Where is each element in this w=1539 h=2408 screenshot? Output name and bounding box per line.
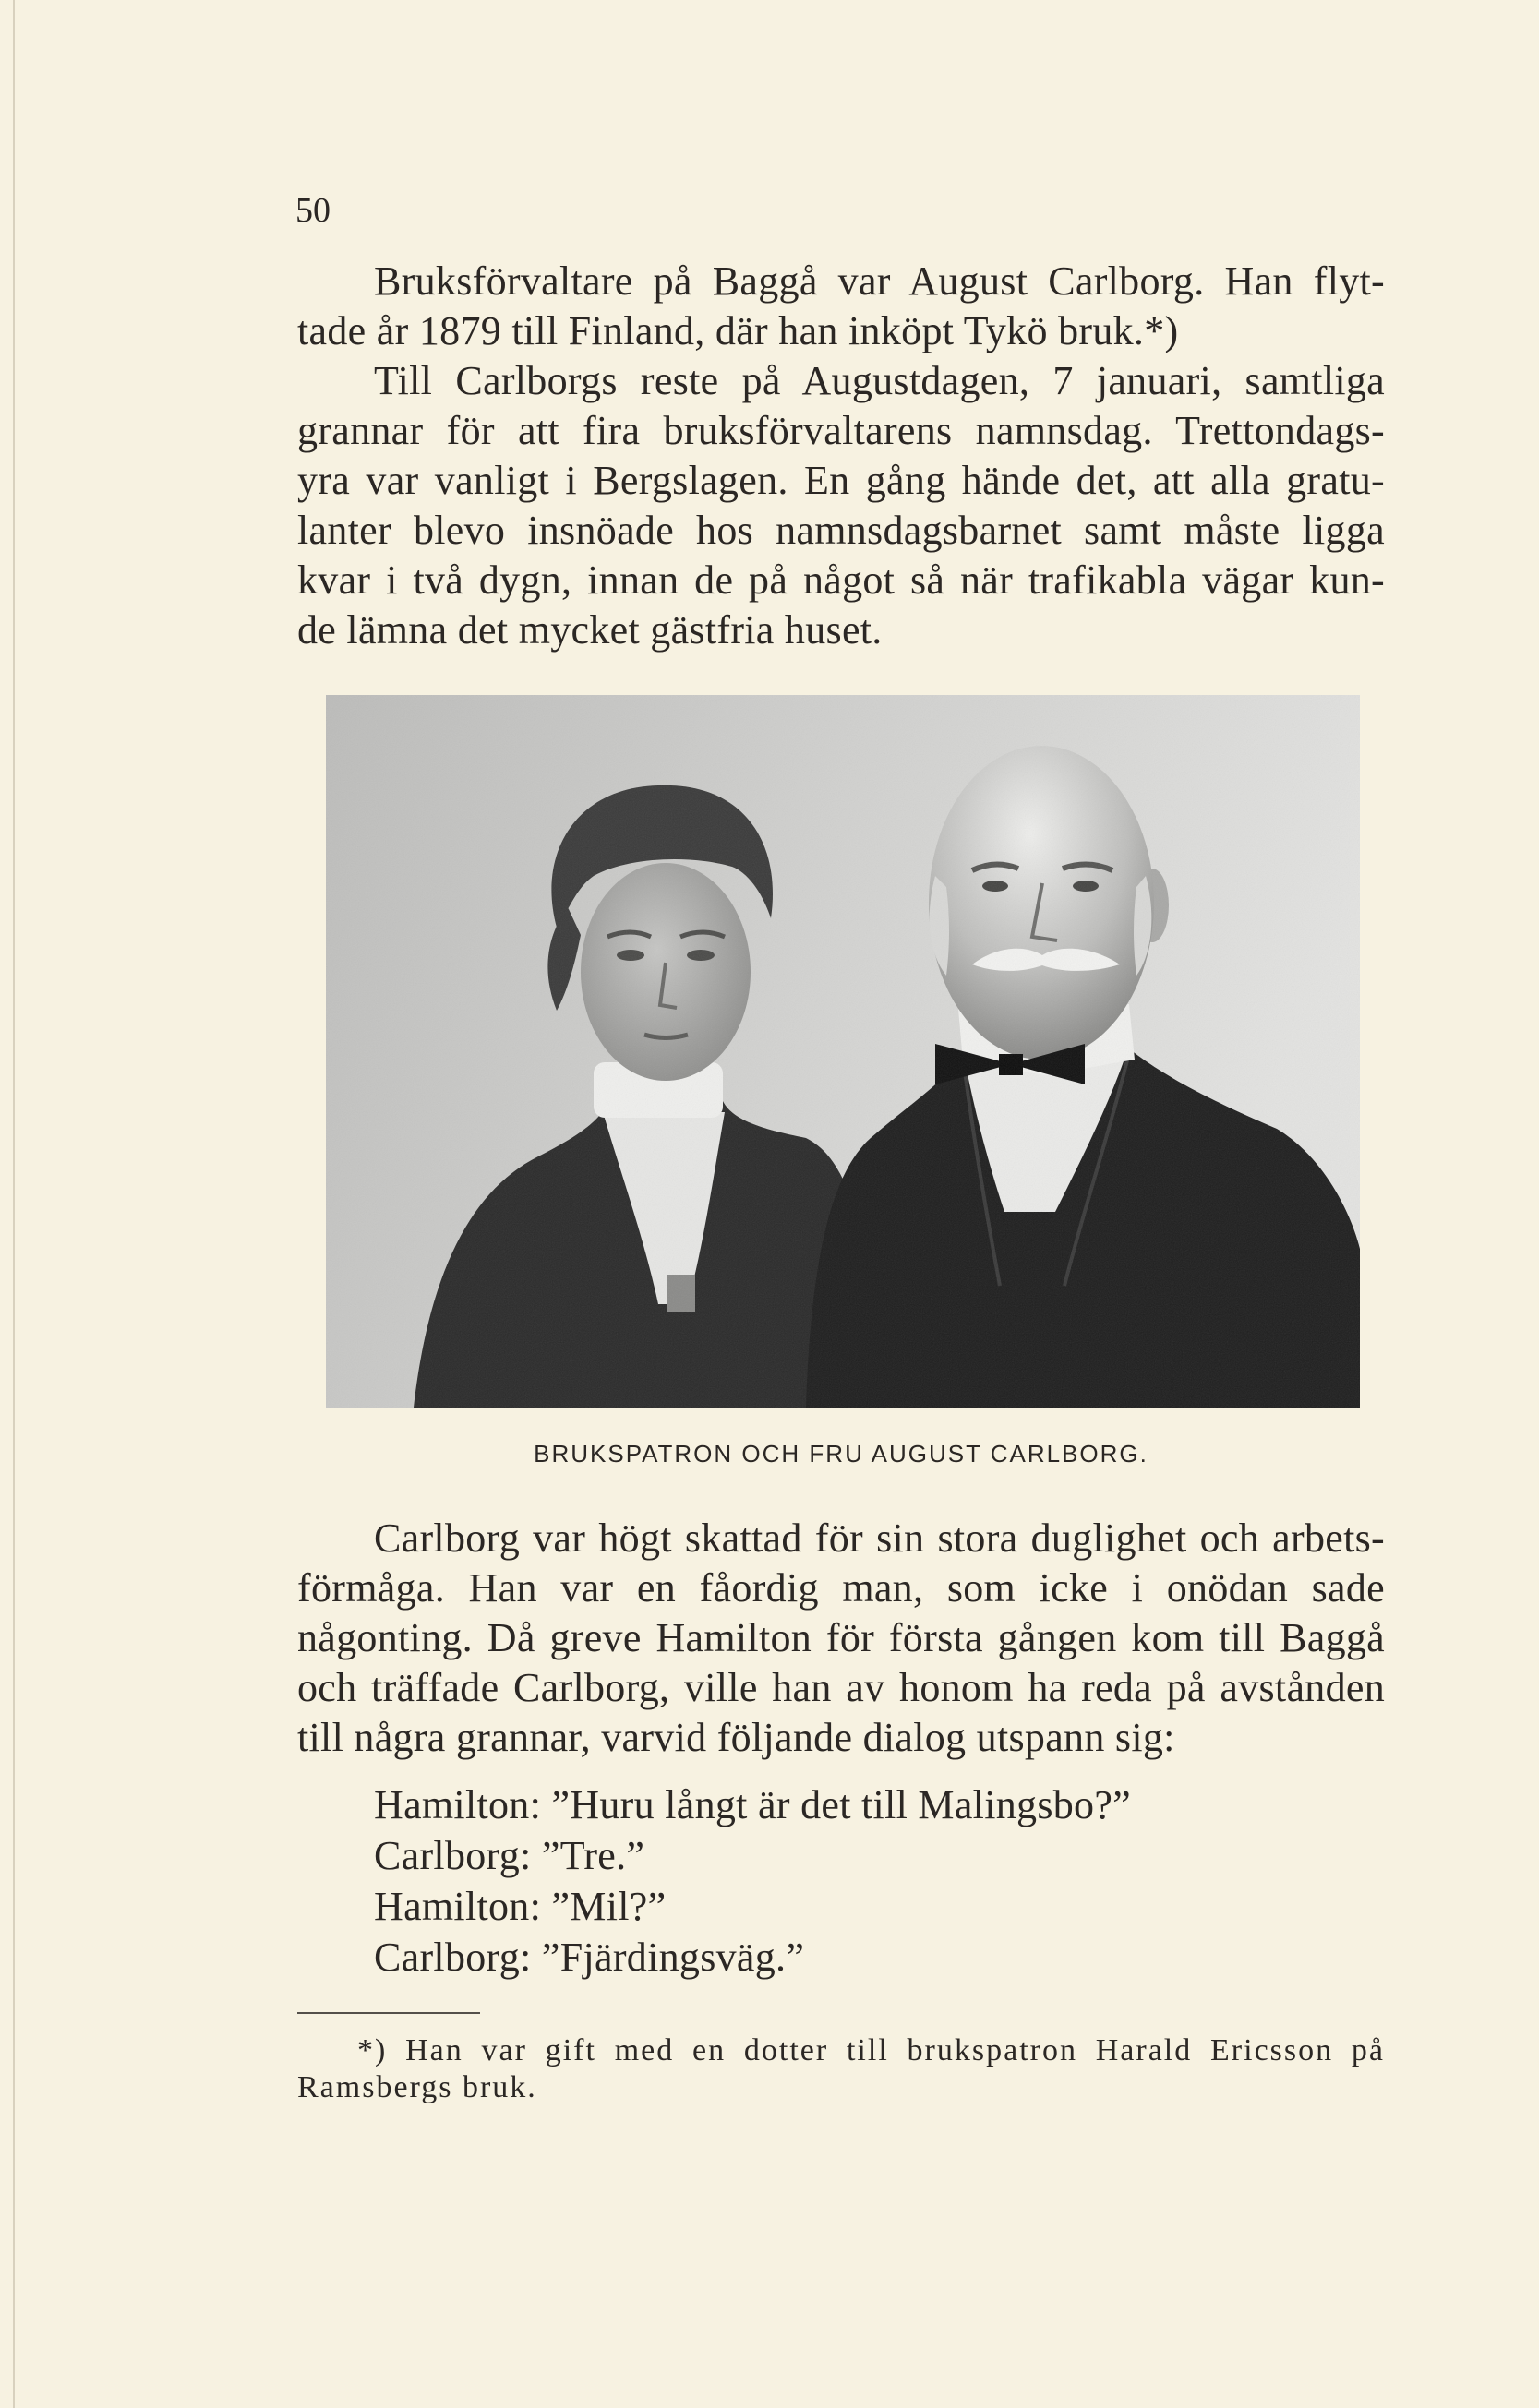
text-line: de lämna det mycket gästfria huset. <box>297 607 883 653</box>
paragraph-2 <box>297 356 1385 655</box>
dialog-line <box>374 1779 1385 1830</box>
dialog-quote: ”Fjärdingsväg.” <box>541 1935 805 1980</box>
figure-caption: BRUKSPATRON OCH FRU AUGUST CARLBORG. <box>534 1440 1148 1468</box>
dialog-quote: ”Tre.” <box>541 1833 645 1878</box>
dialog <box>374 1779 1385 1983</box>
page-number: 50 <box>295 191 331 230</box>
paragraph-1 <box>297 257 1385 356</box>
footnote-line: Ramsbergs bruk. <box>297 2070 537 2104</box>
dialog-quote: ”Mil?” <box>551 1884 667 1929</box>
text-line: till några grannar, varvid följande dialog utspann sig: <box>297 1715 1175 1760</box>
dialog-line <box>374 1881 1385 1932</box>
text-line: kvar i två dygn, innan de på något så när trafikabla vägar kun- <box>297 557 1385 603</box>
text-line: grannar för att fira bruksförvaltarens namnsdag. Trettondags- <box>297 408 1385 453</box>
dialog-speaker: Carlborg: <box>374 1935 532 1980</box>
text-line: förmåga. Han var en fåordig man, som icke i onödan sade <box>297 1565 1385 1611</box>
portrait-image <box>326 695 1360 1408</box>
footnote-line: *) Han var gift med en dotter till brukspatron Harald Ericsson på <box>357 2033 1385 2067</box>
dialog-quote: ”Huru långt är det till Malingsbo?” <box>551 1782 1132 1827</box>
page-edge-left <box>13 0 15 2408</box>
text-line: lanter blevo insnöade hos namnsdagsbarnet samt måste ligga <box>297 508 1385 553</box>
footnote-rule <box>297 2012 480 2014</box>
dialog-speaker: Carlborg: <box>374 1833 532 1878</box>
dialog-speaker: Hamilton: <box>374 1782 542 1827</box>
text-line: yra var vanligt i Bergslagen. En gång hände det, att alla gratu- <box>297 458 1385 503</box>
text-line: någonting. Då greve Hamilton för första gången kom till Baggå <box>297 1615 1385 1660</box>
portrait-photo <box>326 695 1360 1408</box>
text-line: och träffade Carlborg, ville han av honom ha reda på avstånden <box>297 1665 1385 1710</box>
text-line: Till Carlborgs reste på Augustdagen, 7 januari, samtliga <box>374 358 1385 403</box>
dialog-speaker: Hamilton: <box>374 1884 542 1929</box>
photo-grain <box>326 695 1360 1408</box>
dialog-line <box>374 1932 1385 1983</box>
paragraph-3 <box>297 1514 1385 1763</box>
text-line: Bruksförvaltare på Baggå var August Carlborg. Han flyt- <box>374 258 1385 304</box>
body-text-top <box>297 257 1385 655</box>
text-line: Carlborg var högt skattad för sin stora duglighet och arbets- <box>374 1515 1385 1561</box>
text-line: tade år 1879 till Finland, där han inköpt Tykö bruk.*) <box>297 308 1179 353</box>
dialog-line <box>374 1830 1385 1881</box>
footnote <box>297 2032 1385 2106</box>
